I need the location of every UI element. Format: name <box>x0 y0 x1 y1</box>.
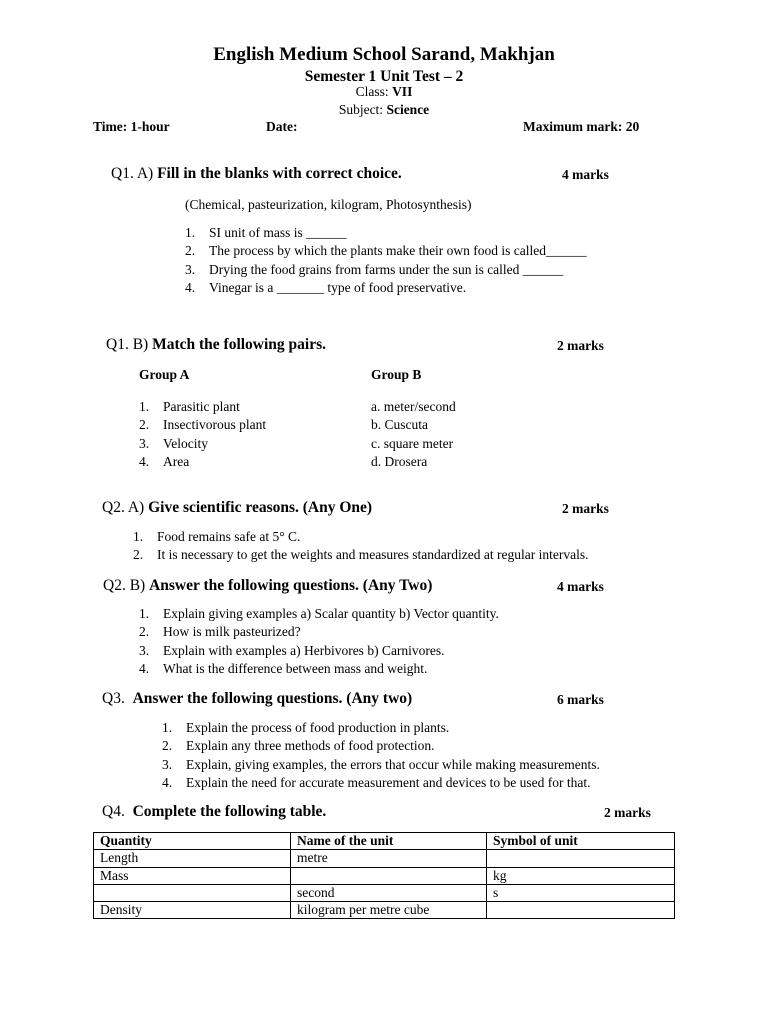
q2b-title: Answer the following questions. (Any Two) <box>149 577 433 594</box>
q2a-number: Q2. A) <box>102 499 145 516</box>
column-header: Quantity <box>94 833 291 850</box>
q3-marks: 6 marks <box>557 692 604 707</box>
q1a-choices: (Chemical, pasteurization, kilogram, Photosynthesis) <box>185 197 472 212</box>
table-cell <box>291 867 487 884</box>
table-cell: second <box>291 884 487 901</box>
list-item: a. meter/second <box>371 399 456 414</box>
q1a-title: Fill in the blanks with correct choice. <box>157 165 402 182</box>
table-header-row <box>94 833 675 850</box>
class-line <box>0 84 768 100</box>
subject-label: Subject: <box>338 102 387 117</box>
max-mark-label: Maximum mark: 20 <box>523 119 640 134</box>
q2b-number: Q2. B) <box>103 577 146 594</box>
table-cell: metre <box>291 850 487 867</box>
q2b-heading <box>103 577 432 595</box>
units-table <box>93 832 675 919</box>
table-cell <box>487 850 675 867</box>
q1b-heading <box>106 336 326 354</box>
table-row <box>94 867 675 884</box>
table-cell <box>94 884 291 901</box>
class-value: VII <box>392 84 413 99</box>
table-cell: kg <box>487 867 675 884</box>
group-b-list <box>371 398 456 471</box>
date-label: Date: <box>266 119 298 134</box>
q2a-marks: 2 marks <box>562 501 609 516</box>
table-cell: Density <box>94 902 291 919</box>
q4-marks: 2 marks <box>604 805 651 820</box>
exam-title: Semester 1 Unit Test – 2 <box>304 68 464 85</box>
table-cell: Length <box>94 850 291 867</box>
q1b-number: Q1. B) <box>106 336 149 353</box>
q4-title: Complete the following table. <box>132 803 327 820</box>
q1b-title: Match the following pairs. <box>152 336 327 353</box>
time-label: Time: 1-hour <box>93 119 170 134</box>
q1a-heading <box>111 165 402 183</box>
column-header: Symbol of unit <box>487 833 675 850</box>
column-header: Name of the unit <box>291 833 487 850</box>
group-b-heading: Group B <box>371 367 422 382</box>
table-row <box>94 850 675 867</box>
q2a-title: Give scientific reasons. (Any One) <box>148 499 373 516</box>
subject-value: Science <box>386 102 430 117</box>
q3-title: Answer the following questions. (Any two) <box>132 690 413 707</box>
subject-line <box>0 102 768 118</box>
q2a-heading <box>102 499 372 517</box>
q3-number: Q3. <box>102 690 125 707</box>
table-cell: s <box>487 884 675 901</box>
list-item: c. square meter <box>371 435 454 451</box>
q2b-marks: 4 marks <box>557 579 604 594</box>
q1b-marks: 2 marks <box>557 338 604 353</box>
list-item: d. Drosera <box>371 453 428 469</box>
table-row <box>94 902 675 919</box>
group-a-heading: Group A <box>139 367 190 382</box>
table-cell <box>487 902 675 919</box>
q4-heading <box>102 803 326 821</box>
class-label: Class: <box>355 84 393 99</box>
list-item: b. Cuscuta <box>371 417 428 433</box>
table-cell: kilogram per metre cube <box>291 902 487 919</box>
q1a-number: Q1. A) <box>111 165 154 182</box>
q3-heading <box>102 690 412 708</box>
q1a-marks: 4 marks <box>562 167 609 182</box>
q4-number: Q4. <box>102 803 125 820</box>
table-cell: Mass <box>94 867 291 884</box>
school-name: English Medium School Sarand, Makhjan <box>213 44 555 65</box>
table-row <box>94 884 675 901</box>
